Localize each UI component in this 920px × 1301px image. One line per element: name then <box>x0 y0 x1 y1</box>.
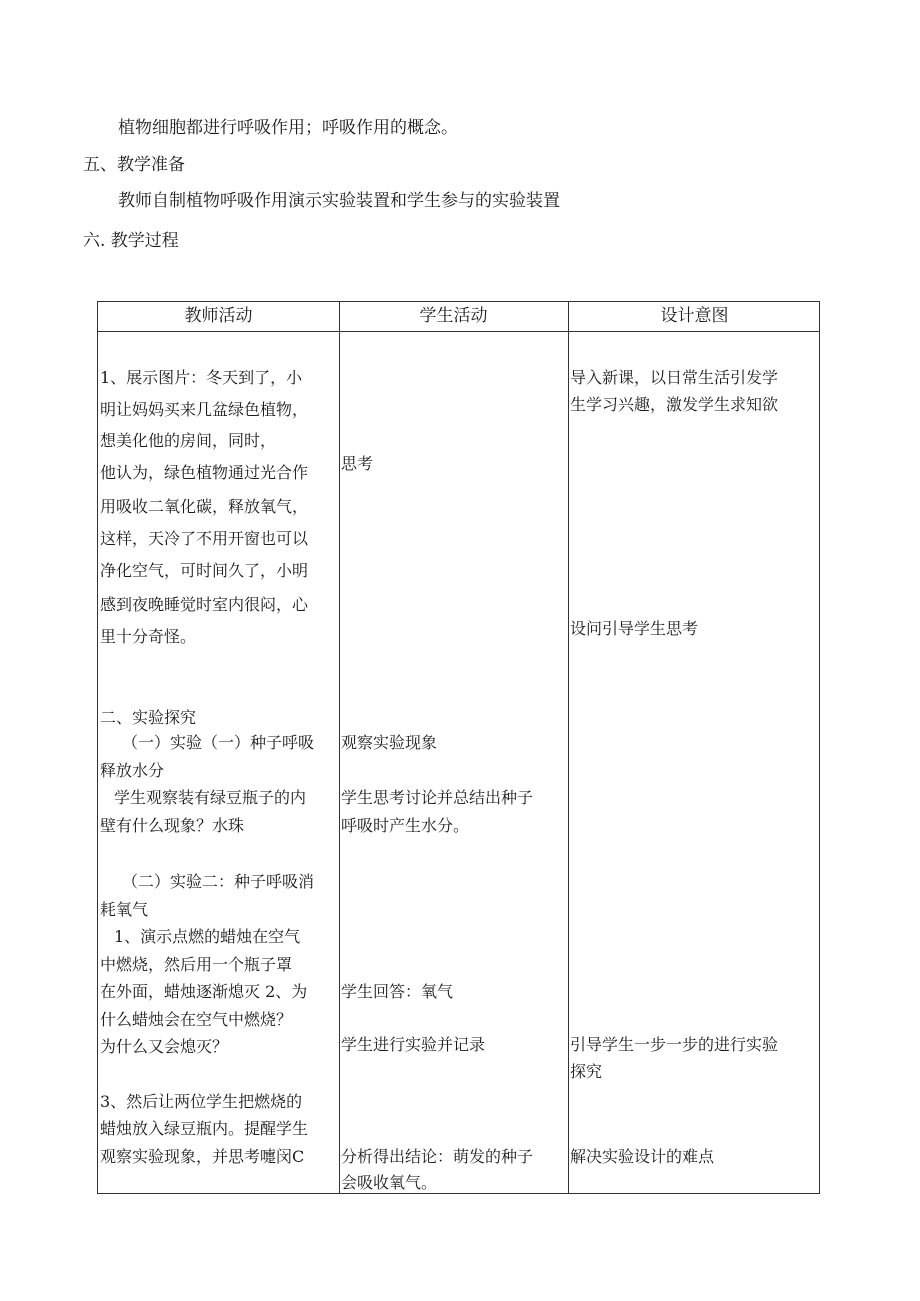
header-design-intent: 设计意图 <box>660 306 729 326</box>
teacher-line: 想美化他的房间，同时， <box>100 431 277 450</box>
teacher-line: 他认为，绿色植物通过光合作 <box>100 463 309 482</box>
preparation-text: 教师自制植物呼吸作用演示实验装置和学生参与的实验装置 <box>118 191 560 211</box>
teacher-line: 里十分奇怪。 <box>100 627 197 646</box>
teacher-line: 用吸收二氧化碳，释放氧气， <box>100 497 309 516</box>
teacher-line: （二）实验二：种子呼吸消 <box>122 872 315 891</box>
student-line: 学生回答：氧气 <box>341 982 454 1001</box>
header-student-activity: 学生活动 <box>419 306 488 326</box>
teacher-line: （一）实验（一）种子呼吸 <box>122 733 315 752</box>
teacher-line: 净化空气，可时间久了，小明 <box>100 561 309 580</box>
teacher-line: 什么蜡烛会在空气中燃烧？ <box>100 1010 293 1029</box>
teacher-line: 释放水分 <box>100 761 165 780</box>
teacher-line: 学生观察装有绿豆瓶子的内 <box>114 788 307 807</box>
design-line: 生学习兴趣，激发学生求知欲 <box>570 395 779 414</box>
lesson-process-table <box>97 301 820 1194</box>
student-line: 分析得出结论：萌发的种子 <box>341 1147 534 1166</box>
column-divider <box>568 302 569 1193</box>
teacher-line: 为什么又会熄灭？ <box>100 1037 229 1056</box>
teacher-line: 观察实验现象，并思考嚏闵C <box>100 1147 305 1166</box>
student-line: 会吸收氧气。 <box>341 1173 438 1192</box>
header-teacher-activity: 教师活动 <box>184 306 253 326</box>
teacher-line: 二、实验探究 <box>100 708 197 727</box>
student-line: 呼吸时产生水分。 <box>341 816 470 835</box>
teacher-line: 中燃烧，然后用一个瓶子罩 <box>100 955 293 974</box>
design-line: 探究 <box>570 1062 603 1081</box>
column-divider <box>339 302 340 1193</box>
design-line: 解决实验设计的难点 <box>570 1147 715 1166</box>
teacher-line: 在外面，蜡烛逐渐熄灭 2、为 <box>100 982 308 1001</box>
design-line: 引导学生一步一步的进行实验 <box>570 1035 779 1054</box>
student-line: 观察实验现象 <box>341 733 438 752</box>
design-line: 设问引导学生思考 <box>570 619 699 638</box>
section-heading-preparation: 五、教学准备 <box>83 155 185 175</box>
teacher-line: 感到夜晚睡觉时室内很闷，心 <box>100 595 309 614</box>
design-line: 导入新课，以日常生活引发学 <box>570 368 779 387</box>
teacher-line: 1、演示点燃的蜡烛在空气 <box>114 927 301 946</box>
teacher-line: 1、展示图片：冬天到了，小 <box>100 368 303 387</box>
teacher-line: 3、然后让两位学生把燃烧的 <box>100 1092 303 1111</box>
student-line: 思考 <box>341 454 374 473</box>
teacher-line: 壁有什么现象？水珠 <box>100 816 245 835</box>
teacher-line: 蜡烛放入绿豆瓶内。提醒学生 <box>100 1119 309 1138</box>
teacher-line: 明让妈妈买来几盆绿色植物， <box>100 400 309 419</box>
header-divider <box>98 331 819 332</box>
teacher-line: 耗氧气 <box>100 900 149 919</box>
student-line: 学生思考讨论并总结出种子 <box>341 788 534 807</box>
section-heading-process: 六. 教学过程 <box>83 231 179 251</box>
student-line: 学生进行实验并记录 <box>341 1035 486 1054</box>
intro-line: 植物细胞都进行呼吸作用；呼吸作用的概念。 <box>118 118 458 138</box>
teacher-line: 这样，天冷了不用开窗也可以 <box>100 529 309 548</box>
